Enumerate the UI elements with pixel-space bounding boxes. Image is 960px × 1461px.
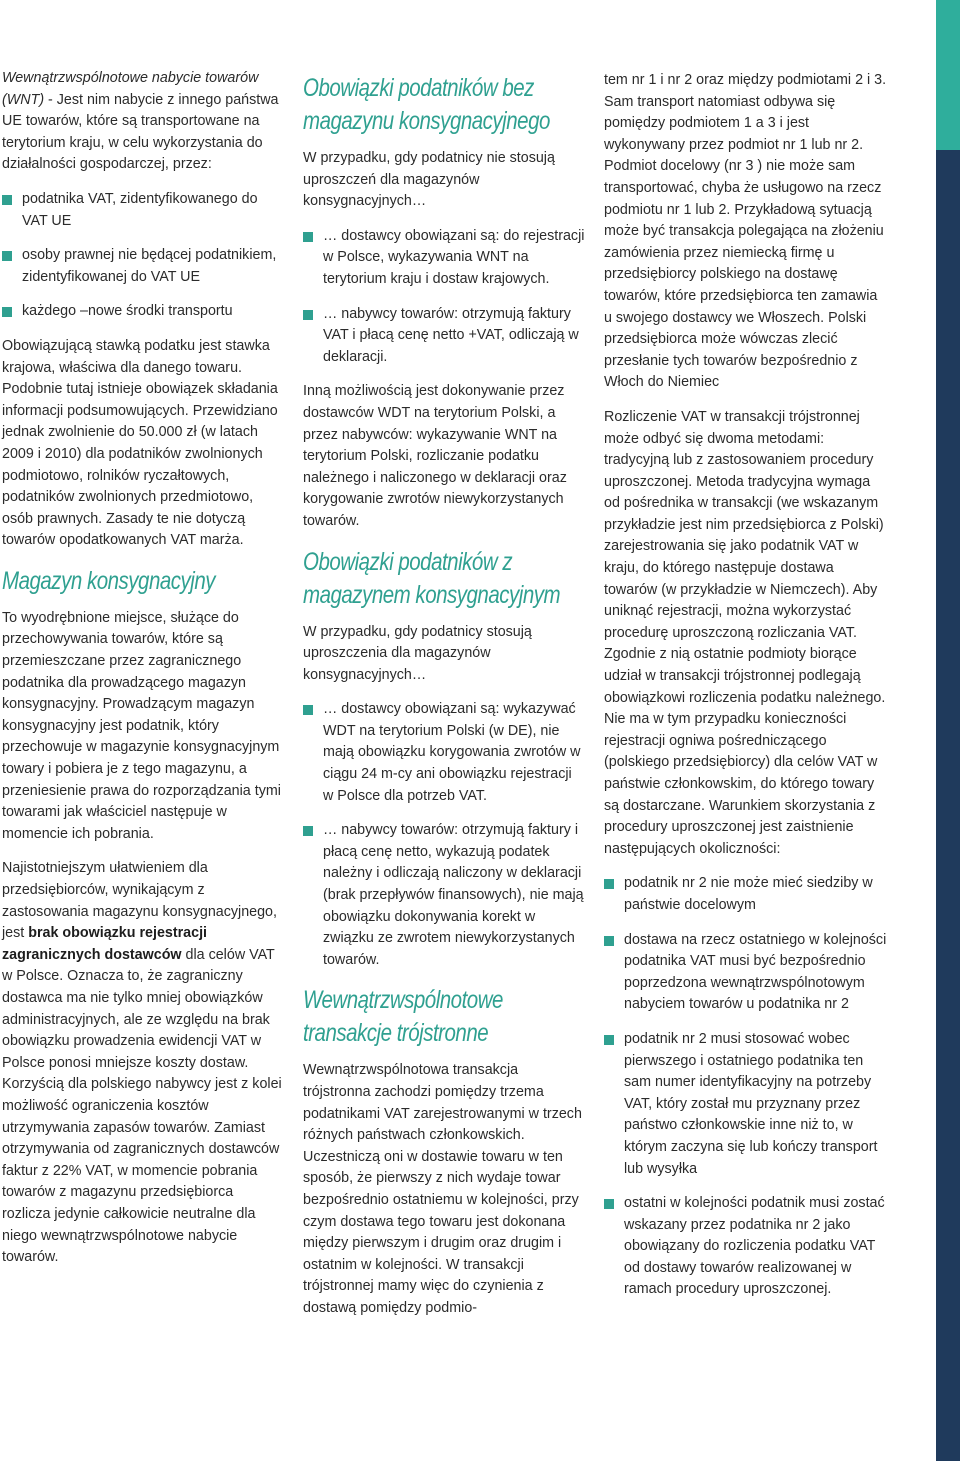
intro-definition: - Jest nim nabycie z innego państwa UE towarów, które są transportowane na terytorium kraju, w celu wykorzystania do działalności gospodarczej, przez: — [2, 91, 279, 173]
list-item — [303, 304, 585, 369]
text-span: Najistotniejszym ułatwieniem dla przedsiębiorców, wynikającym z zastosowania magazynu konsygnacyjnego, jest — [2, 860, 277, 942]
list-item — [2, 301, 282, 323]
list-item — [604, 930, 888, 1016]
square-bullet-icon — [604, 879, 614, 889]
paragraph-trojstronne: Wewnątrzwspólnotowa transakcja trójstronna zachodzi pomiędzy trzema podatnikami VAT zarejestrowanymi w trzech różnych państwach członkowskich. Uczestniczą oni w dostawie towaru w ten sposób, że pierwszy z nich wydaje towar bezpośrednio ostatniemu w kolejności, przy czym dostawa tego towaru jest dokonana między pierwszym i drugim oraz drugim i ostatnim w kolejności. W transakcji trójstronnej mamy więc do czynienia z dostawą pomiędzy podmio- — [303, 1062, 582, 1316]
list-item-text: każdego –nowe środki transportu — [22, 303, 233, 320]
list-item — [604, 873, 888, 916]
list-item-text: … nabywcy towarów: otrzymują faktury VAT i płacą cenę netto +VAT, odliczają w deklaracji. — [323, 305, 579, 365]
square-bullet-icon — [2, 251, 12, 261]
list-item-text: … dostawcy obowiązani są: do rejestracji w Polsce, wykazywania WNT na terytorium kraju i dostaw krajowych. — [323, 227, 585, 287]
list-item — [303, 820, 585, 971]
list-item-text: podatnik nr 2 musi stosować wobec pierwszego i ostatniego podatnika ten sam numer identyfikacyjny na potrzeby VAT, który został mu przyznany przez państwo członkowskie inne niż to, w którym zaczyna się lub kończy transport lub wysyłka — [624, 1030, 878, 1177]
list-item — [2, 189, 282, 232]
list-item-text: dostawa na rzecz ostatniego w kolejności podatnika VAT musi być bezpośrednio poprzedzona wewnątrzwspólnotowym nabyciem towarów u podatnika nr 2 — [624, 931, 887, 1013]
bold-text: brak obowiązku rejestracji zagranicznych dostawców — [2, 925, 208, 963]
side-stripe — [936, 0, 960, 1461]
list-z-magazynem — [303, 699, 585, 971]
column-1 — [2, 68, 282, 1282]
heading-trojstronne: Wewnątrzwspólnotowe transakcje trójstronne — [303, 986, 503, 1048]
paragraph-magazyn: To wyodrębnione miejsce, służące do przechowywania towarów, które są przemieszczane przez zagranicznego podatnika dla prowadzącego magazyn konsygnacyjny. Prowadzącym magazyn konsygnacyjny jest podatnik, który przechowuje w magazynie konsygnacyjnym towary i pobiera je z tego magazynu, a przeniesienie prawa do rozporządzania tymi towarami jak właściciel następuje w momencie ich pobrania. — [2, 609, 281, 842]
paragraph-rate: Obowiązującą stawką podatku jest stawka krajowa, właściwa dla danego towaru. Podobnie tutaj istnieje obowiązek składania informacji podsumowujących. Przewidziano jednak zwolnienie do 50.000 zł (w latach 2009 i 2010) dla podatników zwolnionych podmiotowo, rolników ryczałtowych, podatników zwolnionych przedmiotowo, osób prawnych. Zasady te nie dotyczą towarów opodatkowanych VAT marża. — [2, 337, 278, 549]
text-span: dla celów VAT w Polsce. Oznacza to, że zagraniczny dostawca ma nie tylko mniej obowiązków administracyjnych, ale ze względu na brak obowiązku prowadzenia ewidencji VAT w Polsce ponosi mniejsze koszty dostaw. Korzyścią dla polskiego nabywcy jest z kolei możliwość ograniczenia kosztów utrzymywania zapasów towarów. Zamiast otrzymywania od zagranicznych dostawców faktur z 22% VAT, w momencie pobrania towarów z magazynu przedsiębiorca rozlicza jedynie całkowicie neutralne dla niego wewnątrzwspólnotowe nabycie towarów. — [2, 946, 282, 1266]
paragraph-z-magazynem: W przypadku, gdy podatnicy stosują uproszczenia dla magazynów konsygnacyjnych… — [303, 623, 532, 683]
column-2 — [303, 68, 585, 1333]
square-bullet-icon — [303, 232, 313, 242]
list-item-text: … dostawcy obowiązani są: wykazywać WDT na terytorium Polski (w DE), nie mają obowiązku korygowania zwrotów w ciągu 24 m-cy ani obowiązku rejestracji w Polsce dla potrzeb VAT. — [323, 701, 581, 804]
paragraph-rozliczenie: Rozliczenie VAT w transakcji trójstronnej może odbyć się dwoma metodami: tradycyjną lub z zastosowaniem procedury uproszczonej. Metoda tradycyjna wymaga od pośrednika w transakcji (we wskazanym przykładzie jest nim przedsiębiorca z Polski) zarejestrowania się jako podatnik VAT w kraju, do którego następuje dostawa towarów (w przykładzie w Niemczech). Aby uniknąć rejestracji, można wykorzystać procedurę uproszczoną rozliczania VAT. Zgodnie z nią ostatnie podmioty biorące udział w transakcji trójstronnej podlegają obowiązkowi rozliczenia podatku należnego. Nie ma w tym przypadku konieczności rejestracji ogniwa pośredniczącego (polskiego przedsiębiorcy) dla celów VAT w państwie członkowskim, do którego towary są dostarczane. Warunkiem skorzystania z procedury uproszczonej jest zaistnienie następujących okoliczności: — [604, 408, 886, 857]
square-bullet-icon — [604, 1199, 614, 1209]
square-bullet-icon — [2, 195, 12, 205]
list-item-text: … nabywcy towarów: otrzymują faktury i płacą cenę netto, wykazują podatek należny i odliczają naliczony w deklaracji (brak przepływów finansowych), nie mają obowiązku dokonywania korekt w związku ze zwrotem niewykorzystanych towarów. — [323, 822, 584, 968]
square-bullet-icon — [604, 936, 614, 946]
list-item — [604, 1193, 888, 1301]
paragraph-bez-magazynu: W przypadku, gdy podatnicy nie stosują uproszczeń dla magazynów konsygnacyjnych… — [303, 150, 555, 210]
paragraph-inna-mozliwosc: Inną możliwością jest dokonywanie przez dostawców WDT na terytorium Polski, a przez nabywców: wykazywanie WNT na terytorium Polski, rozliczanie podatku należnego i naliczonego w deklaracji oraz korygowanie zwrotów niewykorzystanych towarów. — [303, 383, 567, 529]
paragraph-ulatwienie — [2, 858, 282, 1268]
heading-bez-magazynu: Obowiązki podatników bez magazynu konsygnacyjnego — [303, 74, 550, 135]
side-stripe-accent — [936, 0, 960, 150]
heading-magazyn: Magazyn konsygnacyjny — [2, 566, 216, 595]
list-item — [2, 245, 282, 288]
list-item-text: osoby prawnej nie będącej podatnikiem, zidentyfikowanej do VAT UE — [22, 247, 277, 285]
list-item — [604, 1029, 888, 1180]
list-bez-magazynu — [303, 226, 585, 369]
list-item-text: ostatni w kolejności podatnik musi zostać wskazany przez podatnika nr 2 jako obowiązany do rozliczenia podatku VAT od dostawy towarów realizowanej w ramach procedury uproszczonej. — [624, 1195, 885, 1298]
wnt-list — [2, 189, 282, 323]
list-item-text: podatnik nr 2 nie może mieć siedziby w państwie docelowym — [624, 875, 873, 913]
intro-paragraph — [2, 68, 282, 176]
square-bullet-icon — [604, 1035, 614, 1045]
column-3 — [604, 70, 888, 1314]
square-bullet-icon — [303, 826, 313, 836]
square-bullet-icon — [2, 307, 12, 317]
list-item-text: podatnika VAT, zidentyfikowanego do VAT UE — [22, 190, 258, 229]
square-bullet-icon — [303, 705, 313, 715]
heading-z-magazynem: Obowiązki podatników z magazynem konsygnacyjnym — [303, 547, 561, 609]
paragraph-continuation: tem nr 1 i nr 2 oraz między podmiotami 2 i 3. Sam transport natomiast odbywa się pomiędzy podmiotem 1 a 3 i jest wykonywany przez podmiot nr 1 lub nr 2. Podmiot docelowy (nr 3 ) nie może sam transportować, chyba że usługowo na rzecz podmiotu nr 1 lub 2. Przykładową sytuacją może być transakcja polegająca na złożeniu zamówienia przez niemiecką firmę u przedsiębiorcy polskiego na dostawę towarów, które przedsiębiorca ten zamawia u swojego dostawcy we Włoszech. Polski przedsiębiorca może wówczas zlecić przesłanie tych towarów bezpośrednio z Włoch do Niemiec — [604, 72, 887, 391]
list-item — [303, 226, 585, 291]
list-warunki — [604, 873, 888, 1301]
intro-term: Wewnątrzwspólnotowe nabycie towarów (WNT) — [2, 70, 259, 108]
square-bullet-icon — [303, 310, 313, 320]
list-item — [303, 699, 585, 807]
